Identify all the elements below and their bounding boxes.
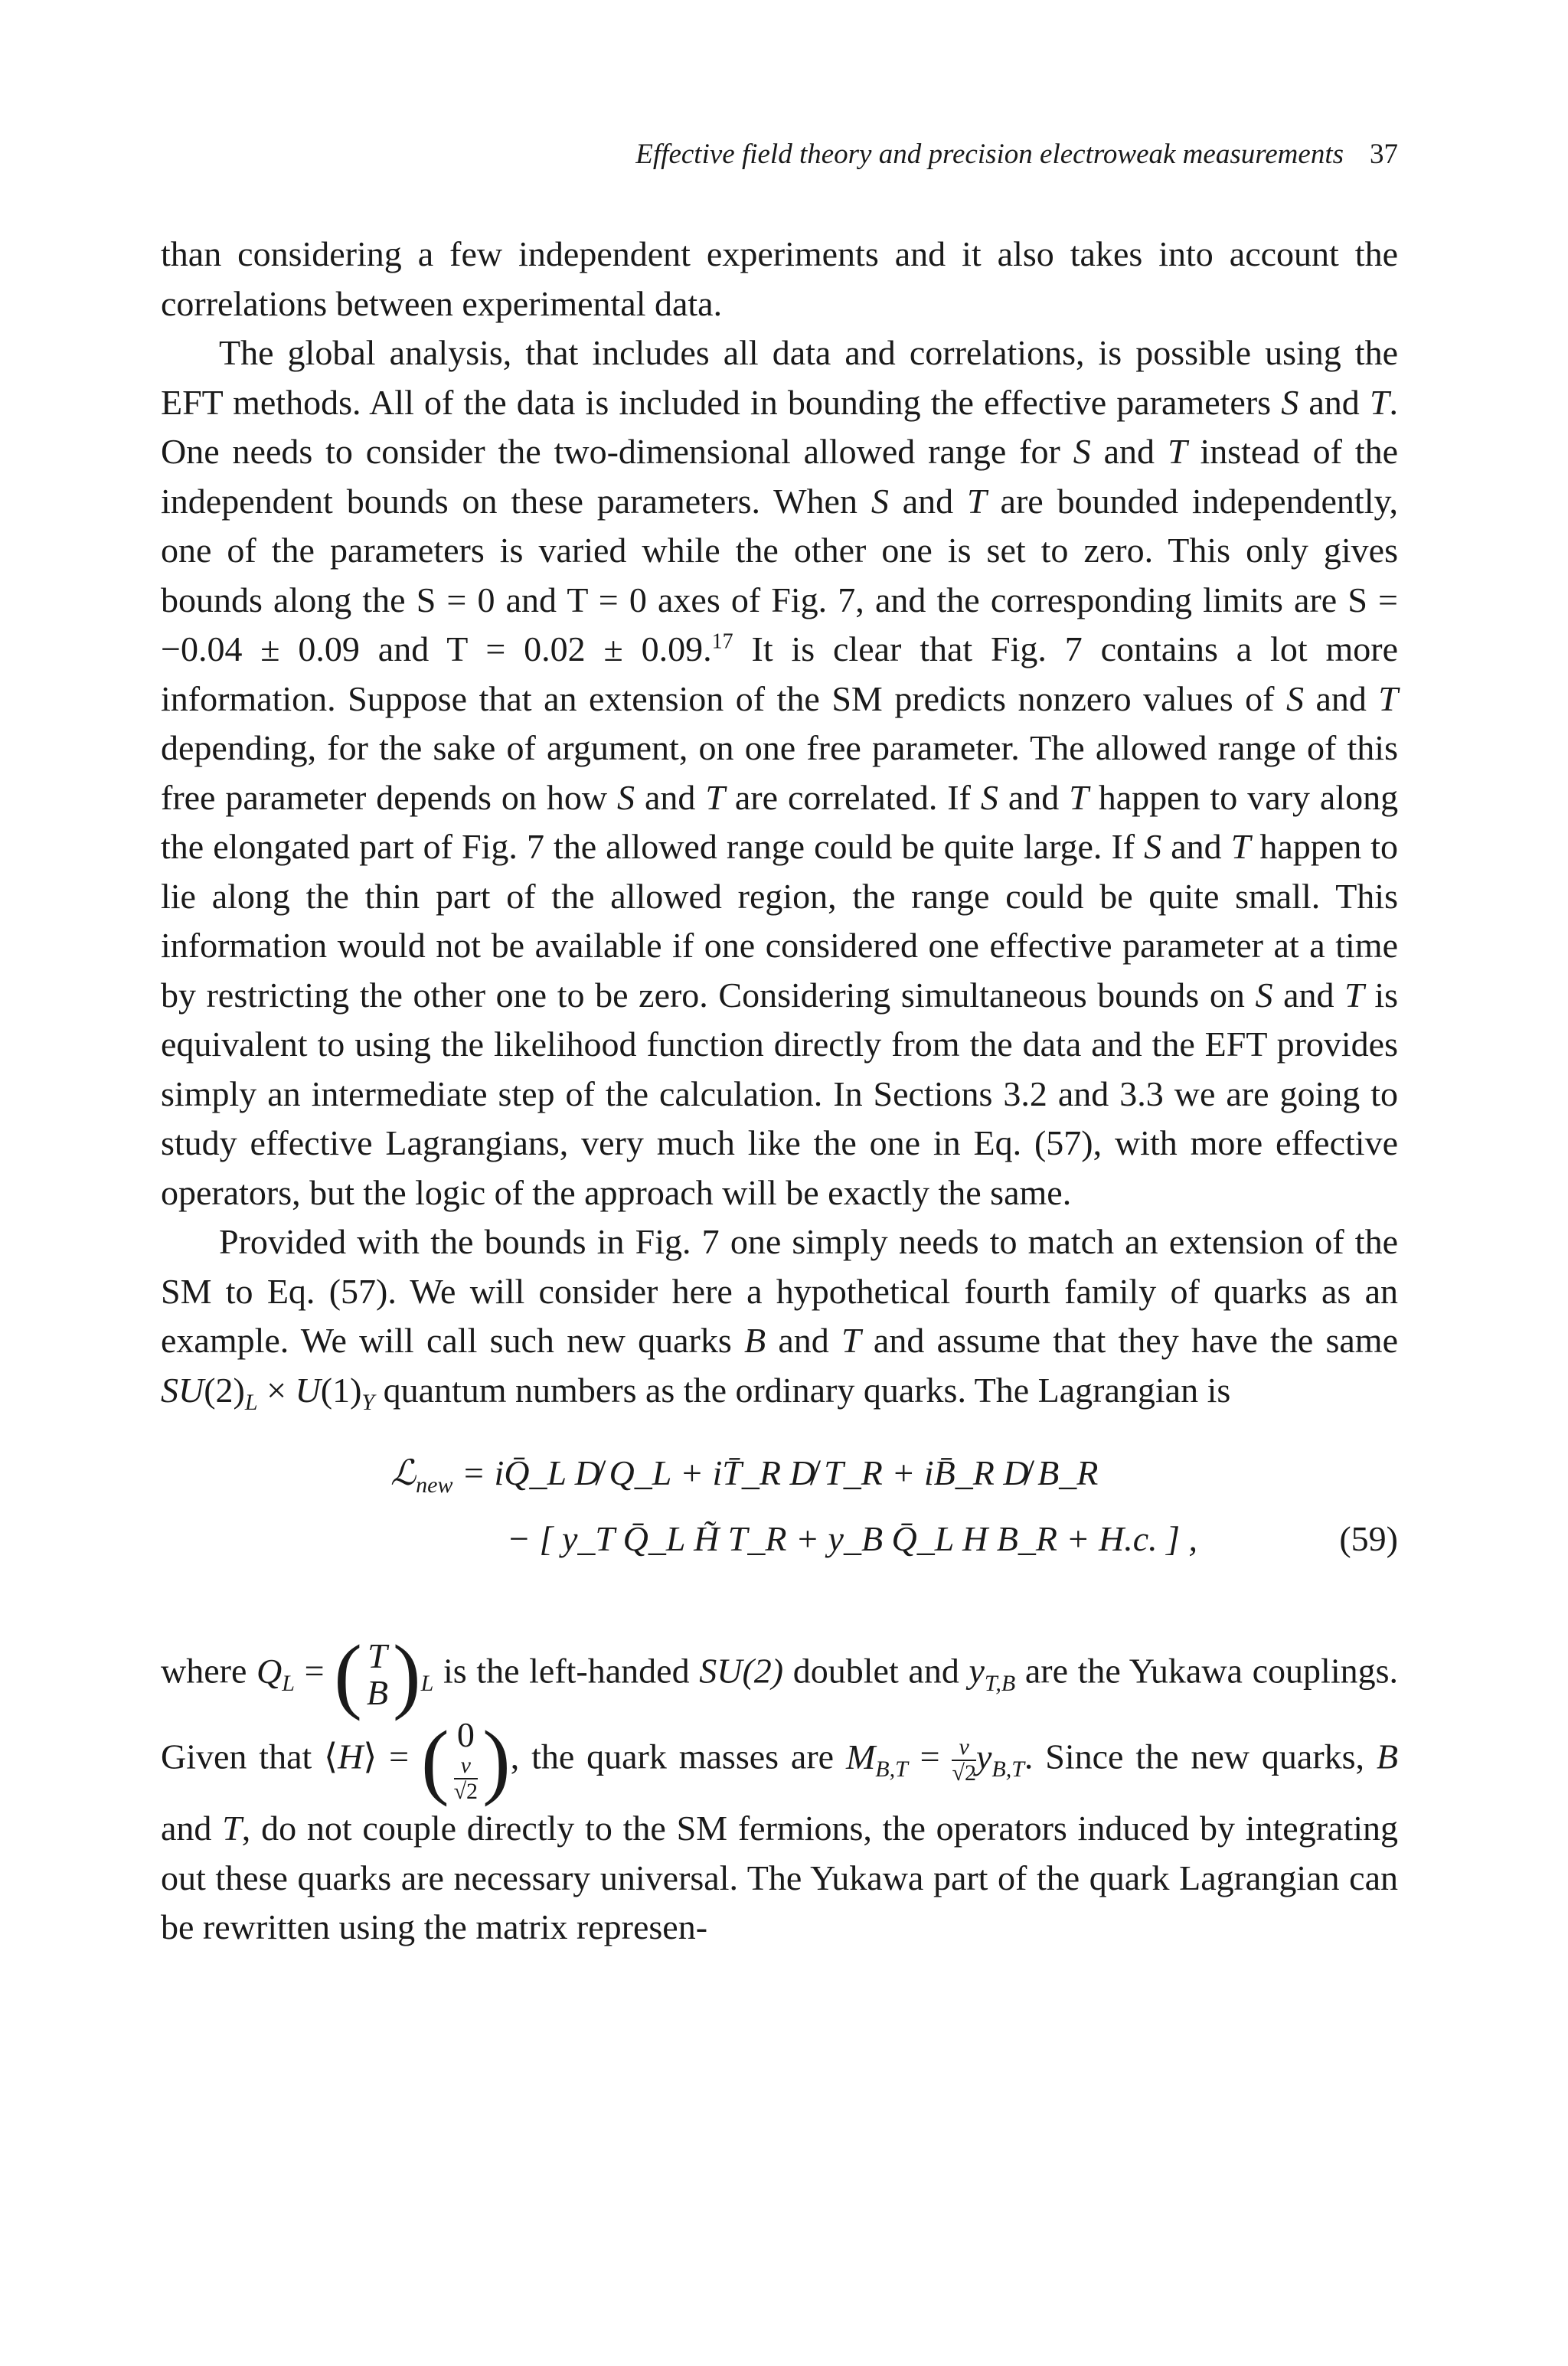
text-run: doublet and: [792, 1651, 969, 1691]
math-S: S: [871, 481, 889, 521]
text-run: and: [644, 777, 696, 817]
fraction-v-sqrt2: [952, 1735, 975, 1786]
text-run: It is clear that Fig. 7 contains a lot more information. Suppose that an extension of the SM predicts nonzero values of: [161, 629, 1398, 718]
text-run: quantum numbers as the ordinary quarks. The Lagrangian is: [383, 1370, 1231, 1410]
text-run: and: [1171, 827, 1222, 866]
paren-close: ): [482, 1714, 511, 1807]
math-T: T: [1344, 975, 1364, 1015]
math-S: S: [1073, 432, 1091, 471]
math-SU2: SU(2): [699, 1651, 784, 1691]
math-T: T: [705, 777, 725, 817]
text-run: and: [1283, 975, 1334, 1015]
math-S: S: [1285, 678, 1304, 718]
math-T: T: [1230, 827, 1251, 866]
math-S: S: [1255, 975, 1273, 1015]
math-T: T: [841, 1321, 861, 1360]
math-y: y: [969, 1651, 985, 1691]
text-run: do not couple directly to the SM fermions, the operators induced by integrating out these quarks are necessary universal. The Yukawa part of the quark Lagrangian can be rewritten using the matrix represen-: [161, 1809, 1399, 1946]
text-run: is equivalent to using the likelihood function directly from the data and the EFT provides simply an intermediate step of the calculation. In Sections 3.2 and 3.3 we are going to study effective Lagrangians, very much like the one in Eq. (57), with more effective operators, but the logic of the approach will be exactly the same.: [161, 975, 1399, 1212]
paragraph-2: The global analysis, that includes all data and correlations, is possible using the EFT methods. All of the data is included in bounding the effective parameters S and T. One needs to consider the two-dimensional allowed range for S and T instead of the independent bounds on these parameters. When S and T are bounded independently, one of the parameters is varied while the other one is set to zero. This only gives bounds along the S = 0 and T = 0 axes of Fig. 7, and the corresponding limits are S = −0.04 ± 0.09 and T = 0.02 ± 0.09.17 It is clear that Fig. 7 contains a lot more information. Suppose that an extension of the SM predicts nonzero values of S and T depending, for the sake of argument, on one free parameter. The allowed range of this free parameter depends on how S and T are correlated. If S and T happen to vary along the elongated part of Fig. 7 the allowed range could be quite large. If S and T happen to lie along the thin part of the allowed region, the range could be quite small. This information would not be available if one considered one effective parameter at a time by restricting the other one to be zero. Considering simultaneous bounds on S and T is equivalent to using the likelihood function directly from the data and the EFT provides simply an intermediate step of the calculation. In Sections 3.2 and 3.3 we are going to study effective Lagrangians, very much like the one in Eq. (57), with more effective operators, but the logic of the approach will be exactly the same.: [161, 333, 1399, 1212]
math-S: S: [617, 777, 635, 817]
text-run: and: [1103, 432, 1155, 471]
running-title: Effective field theory and precision electroweak measurements: [635, 139, 1344, 170]
math-T: T: [1369, 382, 1390, 422]
math-limit-T: T = 0.02 ± 0.09.: [446, 629, 712, 668]
text-run: and: [1308, 382, 1360, 422]
fraction-den: √2: [952, 1760, 976, 1786]
text-run: , the quark masses are: [510, 1737, 846, 1776]
text-run: axes of Fig. 7, and the corresponding limits are: [657, 580, 1348, 619]
math-axes: S = 0 and T = 0: [416, 580, 647, 619]
text-run: and: [1008, 777, 1060, 817]
text-run: and: [1315, 678, 1367, 718]
text-run: where: [161, 1651, 257, 1691]
text-run: and: [377, 629, 430, 668]
math-limit-S: S = −0.04 ± 0.09: [161, 580, 1399, 668]
text-run: depending, for the sake of argument, on one free parameter. The allowed range of this free parameter depends on how: [161, 728, 1398, 817]
doublet-vector: [367, 1638, 388, 1711]
text-run: The global analysis, that includes all data and correlations, is possible using the EFT methods. All of the data is included in bounding the effective parameters: [161, 333, 1398, 422]
lagrangian-symbol: ℒ: [390, 1453, 416, 1492]
fraction-v-sqrt2: [454, 1753, 478, 1804]
math-group: SU: [161, 1370, 204, 1410]
footnote-ref: 17: [711, 629, 733, 654]
fraction-num: v: [959, 1734, 969, 1760]
vector-T: T: [368, 1636, 387, 1675]
fraction-den: √2: [453, 1779, 479, 1804]
text-run: are correlated. If: [734, 777, 981, 817]
paragraph-4: where $Q_L$ = ( T $B)_L$ is the left-handed SU(2) doublet and $y_{T,B}$ are the Yukawa couplings. Given that ⟨H⟩ = ( 0 $\frac{v}{√2}$ ), the quark masses are $M_{B,T}$ = $\frac{v}{√2}$ $y_{B,T}$. Since the new quarks, B and T, do not couple directly to the SM fermions, the operators induced by integrating out these quarks are necessary universal. The Yukawa part of the quark Lagrangian can be rewritten using the matrix represen-: [161, 1628, 1399, 1946]
text-run: Since the new quarks,: [1045, 1737, 1377, 1776]
equation-rhs-1: = iQ̄_L D̸ Q_L + iT̄_R D̸ T_R + iB̄_R D̸ B_R: [461, 1453, 1099, 1492]
math-T: T: [1378, 678, 1399, 718]
paren-close: ): [392, 1628, 421, 1721]
vev-vector: [454, 1717, 478, 1804]
text-run: is the left-handed: [443, 1651, 700, 1691]
math-T: T: [967, 481, 987, 521]
text-run: instead of the independent bounds on these parameters. When: [161, 432, 1399, 521]
math-B: B: [1376, 1737, 1399, 1776]
text-run: happen to vary along the elongated part of Fig. 7 the allowed range could be quite large. If: [161, 777, 1399, 866]
paren-open: (: [420, 1714, 449, 1807]
text-run: and assume that they have the same: [873, 1321, 1399, 1360]
running-header: [161, 136, 1398, 173]
equation-number: (59): [1339, 1519, 1398, 1558]
text-run: and: [902, 481, 954, 521]
math-T: T: [1069, 777, 1089, 817]
math-QL: $Q_L$: [256, 1651, 295, 1696]
equation-line-2: [507, 1515, 1197, 1564]
math-S: S: [1281, 382, 1299, 422]
text-run: Provided with the bounds in Fig. 7 one simply needs to match an extension of the SM to Eq. (57). We will consider here a hypothetical fourth family of quarks as an example. We will call such new quarks: [161, 1222, 1398, 1360]
math-S: S: [1144, 827, 1162, 866]
equation-line-1: [390, 1449, 1098, 1498]
lagrangian-subscript: new: [416, 1472, 453, 1498]
vector-zero: 0: [456, 1715, 475, 1754]
paragraph-1: than considering a few independent experiments and it also takes into account the correlations between experimental data.: [161, 234, 1398, 323]
paragraph-3: Provided with the bounds in Fig. 7 one simply needs to match an extension of the SM to Eq. (57). We will consider here a hypothetical fourth family of quarks as an example. We will call such new quarks B and T and assume that they have the same $SU(2)_L \times U(1)_Y$ quantum numbers as the ordinary quarks. The Lagrangian is: [161, 1222, 1399, 1415]
body-text: [161, 230, 1398, 1953]
page-number: 37: [1370, 139, 1398, 170]
text-run: are the Yukawa couplings. Given that: [161, 1651, 1399, 1776]
math-T: T: [222, 1809, 242, 1848]
text-run: and: [778, 1321, 829, 1360]
text-run: happen to lie along the thin part of the allowed region, the range could be quite small. This information would not be available if one considered one effective parameter at a time by restricting the other one to be zero. Considering simultaneous bounds on: [161, 827, 1399, 1015]
text-run: One needs to consider the two-dimensional allowed range for: [161, 432, 1073, 471]
math-S: S: [980, 777, 998, 817]
text-run: and: [161, 1809, 212, 1848]
text-run: are bounded independently, one of the parameters is varied while the other one is set to zero. This only gives bounds along the: [161, 481, 1398, 619]
math-T: T: [1167, 432, 1187, 471]
fraction-num: v: [460, 1753, 471, 1778]
equation-59: [161, 1449, 1398, 1602]
vector-B: B: [366, 1673, 388, 1712]
math-B: B: [743, 1321, 766, 1360]
equation-rhs-2: − [ y_T Q̄_L H̃ T_R + y_B Q̄_L H B_R + H.c. ] ,: [507, 1519, 1198, 1558]
paren-open: (: [334, 1628, 362, 1721]
